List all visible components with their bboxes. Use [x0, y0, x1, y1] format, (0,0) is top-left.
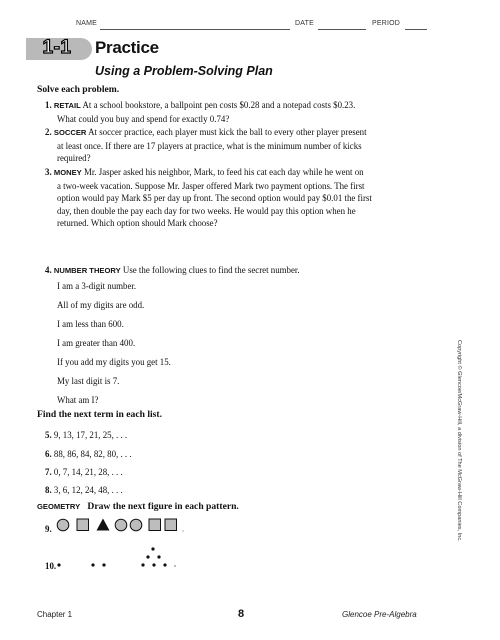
clue: I am a 3-digit number. [57, 281, 137, 291]
footer-book-title: Glencoe Pre-Algebra [342, 610, 417, 619]
square-shape [77, 519, 89, 531]
date-label: DATE [295, 20, 314, 27]
sequence-8 [45, 485, 123, 495]
problem-text: required? [57, 153, 91, 164]
triangle-shape [97, 519, 110, 531]
period-field-line[interactable] [405, 29, 427, 30]
clue: I am greater than 400. [57, 338, 136, 348]
page-title: Practice [95, 38, 159, 57]
problem-text: option would pay Mark $5 per day up front. The second option would pay $0.01 the first [57, 193, 372, 204]
period-label: PERIOD [372, 20, 401, 27]
circle-shape [115, 519, 127, 531]
sequence-6 [45, 449, 132, 459]
name-field-line[interactable] [100, 29, 290, 30]
geometry-category: GEOMETRY [37, 502, 81, 511]
problem-text: At a school bookstore, a ballpoint pen costs $0.28 and a notepad costs $0.23. [82, 100, 356, 110]
clue: What am I? [57, 395, 99, 405]
problem-4 [45, 264, 445, 278]
problem-category: SOCCER [53, 128, 87, 137]
problem-number: 8. [45, 485, 52, 495]
clue: All of my digits are odd. [57, 300, 145, 310]
problem-number: 4. [45, 265, 52, 275]
page-number: 8 [238, 608, 245, 620]
sequence-7 [45, 467, 123, 477]
answer-dot [182, 530, 183, 531]
instructions: Solve each problem. [37, 84, 120, 95]
geometry-item-10-label: 10. [45, 561, 57, 571]
sequence-text: 3, 6, 12, 24, 48, . . . [53, 485, 123, 495]
problem-text: What could you buy and spend for exactly 0.74? [57, 113, 230, 124]
shape-pattern-9 [55, 514, 190, 536]
problem-number: 2. [45, 127, 52, 137]
clue: My last digit is 7. [57, 376, 120, 386]
dot-pattern-10 [55, 545, 185, 571]
geometry-item-9-label: 9. [45, 524, 52, 534]
sequence-5 [45, 430, 127, 440]
problem-category: NUMBER THEORY [53, 266, 121, 275]
problem-number: 3. [45, 167, 52, 177]
problem-3 [45, 166, 445, 230]
page-subtitle: Using a Problem-Solving Plan [95, 64, 273, 78]
clue: I am less than 600. [57, 319, 124, 329]
name-label: NAME [76, 20, 98, 27]
problem-number: 6. [45, 449, 52, 459]
problem-number: 5. [45, 430, 52, 440]
problem-1 [45, 99, 445, 125]
footer-chapter: Chapter 1 [37, 610, 73, 619]
sequence-text: 88, 86, 84, 82, 80, . . . [53, 449, 132, 459]
lesson-number: 1-1 [42, 37, 72, 58]
problem-2 [45, 126, 445, 165]
geometry-heading [37, 501, 239, 512]
problem-number: 7. [45, 467, 52, 477]
square-shape [165, 519, 177, 531]
problem-number: 1. [45, 100, 52, 110]
date-field-line[interactable] [318, 29, 366, 30]
problem-category: MONEY [53, 168, 82, 177]
circle-shape [130, 519, 142, 531]
problem-text: at least once. If there are 17 players at practice, what is the minimum number of kicks [57, 140, 362, 151]
problem-text: At soccer practice, each player must kick the ball to every other player present [88, 127, 367, 137]
circle-shape [57, 519, 69, 531]
problem-category: RETAIL [53, 101, 81, 110]
sequence-text: 9, 13, 17, 21, 25, . . . [53, 430, 128, 440]
clue: If you add my digits you get 15. [57, 357, 171, 367]
problem-text: returned. Which option should Mark choose? [57, 218, 218, 229]
square-shape [149, 519, 161, 531]
problem-text: a two-week vacation. Suppose Mr. Jasper offered Mark two payment options. The first [57, 180, 365, 191]
geometry-instruction: Draw the next figure in each pattern. [87, 501, 239, 512]
problem-text: day, then double the pay each day for two weeks. He would pay this option when he [57, 205, 356, 216]
problem-text: Use the following clues to find the secret number. [122, 265, 300, 275]
lesson-badge [26, 38, 92, 60]
next-term-heading: Find the next term in each list. [37, 409, 162, 420]
copyright-notice: Copyright © Glencoe/McGraw-Hill, a division of The McGraw-Hill Companies, Inc. [456, 340, 462, 542]
problem-text: Mr. Jasper asked his neighbor, Mark, to feed his cat each day while he went on [83, 167, 364, 177]
sequence-text: 0, 7, 14, 21, 28, . . . [53, 467, 123, 477]
